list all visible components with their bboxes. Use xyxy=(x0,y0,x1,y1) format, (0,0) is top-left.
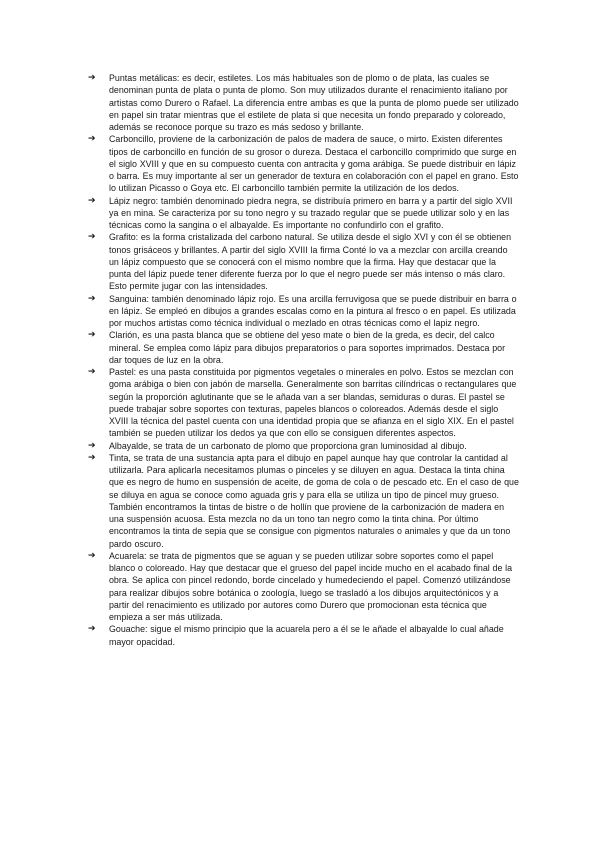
list-item xyxy=(88,231,520,292)
list-item-text: Puntas metálicas: es decir, estiletes. Los más habituales son de plomo o de plata, las cuales se denominan punta de plata o punta de plomo. Son muy utilizados durante el renacimiento italiano por artistas como Durero o Rafael. La diferencia entre ambas es que la punta de plomo puede ser utilizado en papel sin tratar mientras que el estilete de plata si que necesita un fondo preparado y coloreado, además se reconoce porque su trazo es más sedoso y brillante. xyxy=(109,73,519,132)
arrow-bullet-icon: ➔ xyxy=(88,452,96,463)
list-item xyxy=(88,550,520,624)
list-item-text: Clarión, es una pasta blanca que se obtiene del yeso mate o bien de la greda, es decir, del calco mineral. Se emplea como lápiz para dibujos preparatorios o para soportes imprimados. Destaca por dar toques de luz en la obra. xyxy=(109,330,506,365)
bullet-list xyxy=(88,72,520,648)
list-item xyxy=(88,195,520,232)
list-item xyxy=(88,366,520,440)
arrow-bullet-icon: ➔ xyxy=(88,330,96,341)
list-item xyxy=(88,72,520,133)
list-item-text: Sanguina: también denominado lápiz rojo. Es una arcilla ferruvigosa que se puede distribuir en barra o en lápiz. Se empleó en dibujos a grandes escalas como en la pintura al fresco o en papel. Es utilizada por muchos artistas como técnica individual o mezlado en otras técnicas como el lapiz negro. xyxy=(109,293,517,328)
list-item-text: Gouache: sigue el mismo principio que la acuarela pero a él se le añade el albayalde lo cual añade mayor opacidad. xyxy=(109,624,504,647)
arrow-bullet-icon: ➔ xyxy=(88,73,96,83)
list-item xyxy=(88,329,520,366)
list-item-text: Albayalde, se trata de un carbonato de plomo que proporciona gran luminosidad al dibujo. xyxy=(109,440,467,451)
list-item xyxy=(88,452,520,550)
list-item-text: Lápiz negro: también denominado piedra negra, se distribuía primero en barra y a partir del siglo XVII ya en mina. Se caracteriza por su tono negro y su trazado regular que se puede utilizar solo y en las técnicas como la sangina o el albayalde. Es importante no confundirlo con el grafito. xyxy=(109,195,513,230)
list-item-text: Grafito: es la forma cristalizada del carbono natural. Se utiliza desde el siglo XVI y con él se obtienen tonos grisáceos y brillantes. A partir del siglo XVIII la firma Conté lo va a mezclar con arcilla creando un lápiz compuesto que se conocerá con el mismo nombre que la firma. Hay que destacar que la punta del lápiz puede tener diferente fuerza por lo que el negro puede ser más intenso o más claro. Esto permite jugar con las intensidades. xyxy=(109,232,512,292)
arrow-bullet-icon: ➔ xyxy=(88,550,96,561)
arrow-bullet-icon: ➔ xyxy=(88,134,96,145)
list-item xyxy=(88,293,520,330)
arrow-bullet-icon: ➔ xyxy=(88,232,96,243)
list-item xyxy=(88,440,520,452)
list-item-text: Pastel: es una pasta constituida por pigmentos vegetales o minerales en polvo. Estos se mezclan con goma arábiga o bien con jabón de marsella. Generalmente son barritas cilíndricas o rectangulares que según la proporción aglutinante que se le añada van a ser blandas, semiduras o duras. El pastel se puede trabajar sobre soportes con texturas, papeles blancos o coloreados. Además desde el siglo XVIII la técnica del pastel cuenta con una identidad propia que se afianza en el siglo XIX. En el pastel también se pueden utilizar los dedos ya que con ello se consiguen diferentes aspectos. xyxy=(109,367,517,439)
list-item xyxy=(88,133,520,194)
arrow-bullet-icon: ➔ xyxy=(88,624,96,635)
arrow-bullet-icon: ➔ xyxy=(88,195,96,206)
arrow-bullet-icon: ➔ xyxy=(88,367,96,377)
list-item-text: Carboncillo, proviene de la carbonización de palos de madera de sauce, o mirto. Existen diferentes tipos de carboncillo en función de su grosor o dureza. Destaca el carboncillo comprimido que surge en el siglo XVIII y que en su compuesto cuenta con antracita y goma arábiga. Se puede distribuir en lápiz o barra. Es muy importante al ser un generador de textura en colaboración con el papel en grano. Esto lo utilizan Picasso o Goya etc. El carboncillo también permite la utilización de los dedos. xyxy=(109,134,519,194)
list-item xyxy=(88,623,520,648)
arrow-bullet-icon: ➔ xyxy=(88,440,96,451)
list-item-text: Tinta, se trata de una sustancia apta para el dibujo en papel aunque hay que controlar la cantidad al utilizarla. Para aplicarla necesitamos plumas o pinceles y se diluyen en agua. Destaca la tinta china que es negro de humo en suspensión de aceite, de goma de cola o de pescado etc. En el caso de que se diluya en agua se conoce como aguada gris y para ella se utiliza un tipo de pincel muy grueso. También encontramos la tintas de bistre o de hollín que proviene de la carbonización de madera en una suspensión acuosa. Esta mezcla no da un tono tan negro como la tinta china. Por último encontramos la tinta de sepia que se consigue con pigmentos naturales o animales y que da un tono pardo oscuro. xyxy=(109,452,519,549)
list-item-text: Acuarela: se trata de pigmentos que se aguan y se pueden utilizar sobre soportes como el papel blanco o coloreado. Hay que destacar que el grueso del papel incide mucho en el acabado final de la obra. Se aplica con pincel redondo, borde cincelado y humedeciendo el papel. Comenzó utilizándose para realizar dibujos sobre botánica o zoología, luego se trasladó a los dibujos arquitectónicos y a partir del renacimiento es utilizado por autores como Durero que promocionan esta técnica que empieza a ser más utilizada. xyxy=(109,550,513,622)
arrow-bullet-icon: ➔ xyxy=(88,293,96,304)
